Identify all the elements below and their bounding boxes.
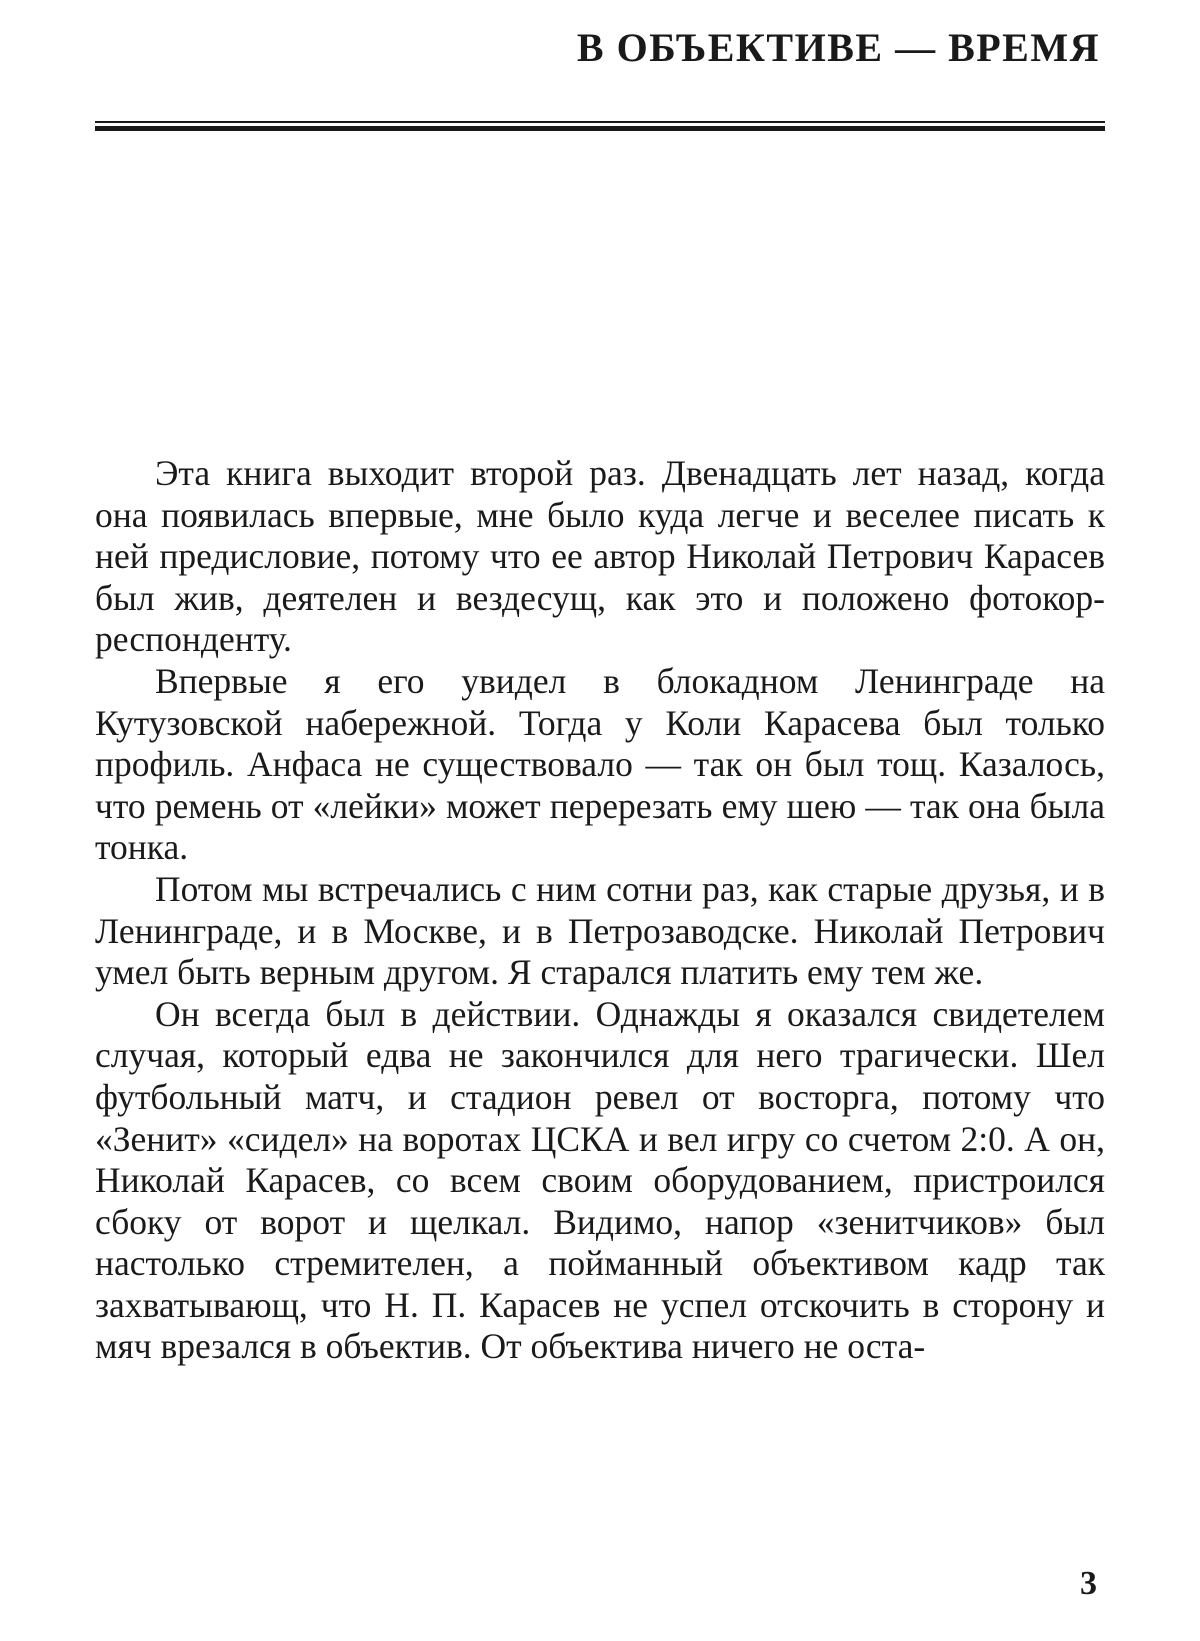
page-number: 3 — [1080, 1565, 1097, 1602]
header-rule-thick — [95, 126, 1105, 131]
chapter-title: В ОБЪЕКТИВЕ — ВРЕМЯ — [576, 25, 1100, 70]
paragraph-2: Впервые я его увидел в блокадном Ленинграде на Кутузовской набережной. Тогда у Коли Карасева был только профиль. Анфаса не существовало — так он был тощ. Казалось, что ремень от «лейки» может перерезать ему шею — так она была тонка. — [95, 660, 1105, 868]
paragraph-1: Эта книга выходит второй раз. Двенадцать лет назад, когда она появилась впервые, мне было куда легче и веселее писать к ней предисловие, потому что ее автор Николай Петрович Карасев был жив, деятелен и вездесущ, как это и положено фотокорреспонденту. — [95, 453, 1105, 660]
body-text — [95, 453, 1105, 1368]
paragraph-4: Он всегда был в действии. Однажды я оказался свидетелем случая, который едва не закончился для него трагически. Шел футбольный матч, и стадион ревел от восторга, потому что «Зенит» «сидел» на воротах ЦСКА и вел игру со счетом 2:0. А он, Николай Карасев, со всем своим оборудованием, пристроился сбоку от ворот и щелкал. Видимо, напор «зенитчиков» был настолько стремителен, а пойманный объективом кадр так захватывающ, что Н. П. Карасев не успел отскочить в сторону и мяч врезался в объектив. От объектива ничего не оста- — [95, 993, 1105, 1367]
paragraph-3: Потом мы встречались с ним сотни раз, как старые друзья, и в Ленинграде, и в Москве, и в Петрозаводске. Николай Петрович умел быть верным другом. Я старался платить ему тем же. — [95, 868, 1105, 993]
header-rule-thin — [95, 121, 1105, 123]
